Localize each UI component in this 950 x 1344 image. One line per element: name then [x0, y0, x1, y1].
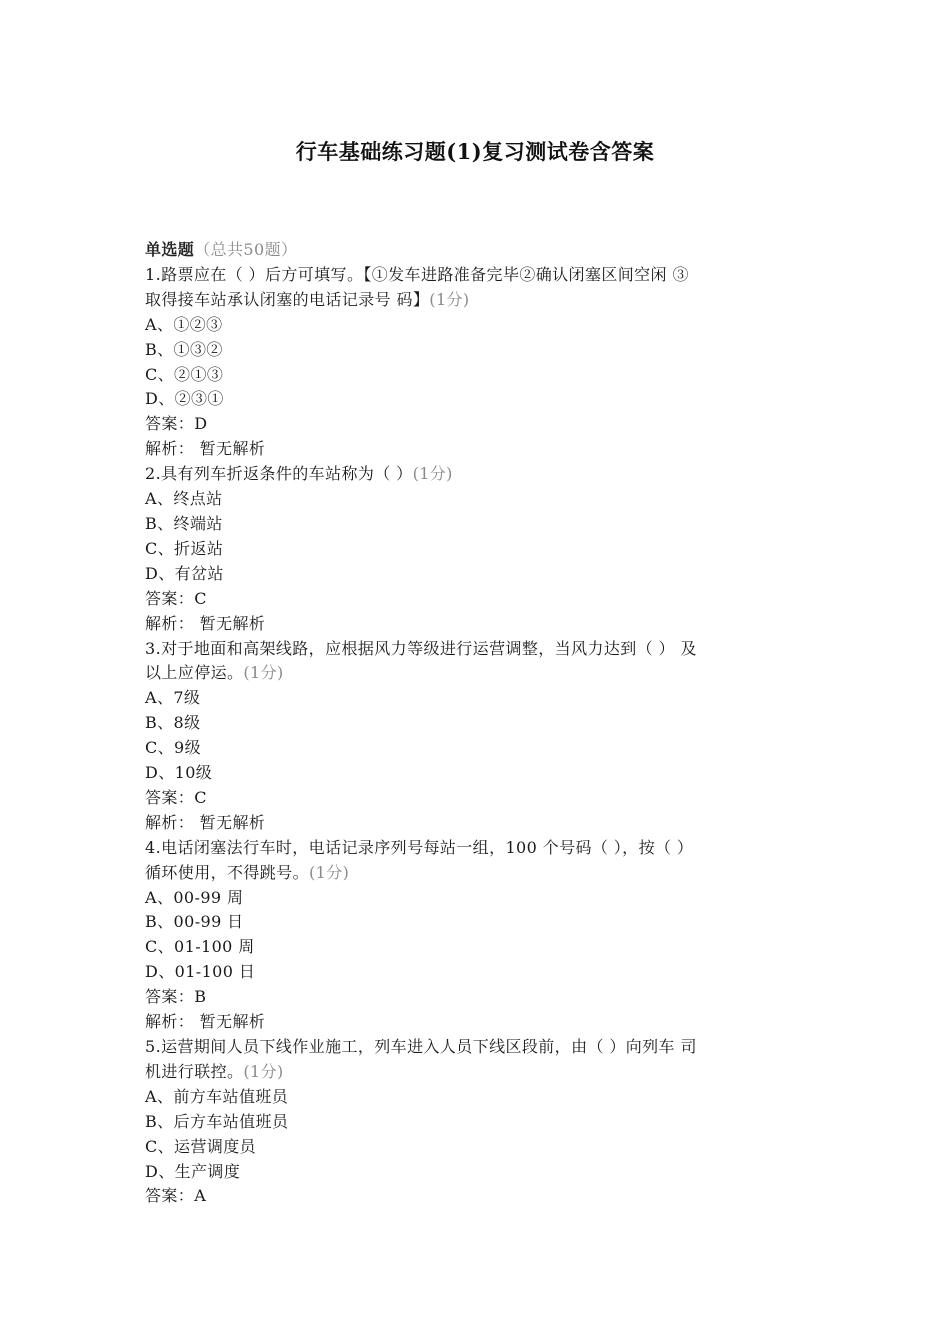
question-text-line — [145, 263, 795, 288]
option-item: B、后方车站值班员 — [145, 1111, 289, 1131]
option-item: C、②①③ — [145, 364, 224, 384]
analysis-text: 解析： 暂无解析 — [145, 439, 266, 459]
question-score: (1分) — [309, 862, 350, 882]
question-text-line — [145, 661, 795, 686]
question-text: 取得接车站承认闭塞的电话记录号 码】 — [145, 289, 430, 309]
option-item: C、折返站 — [145, 538, 224, 558]
option-item: D、有岔站 — [145, 563, 224, 583]
option-item: D、②③① — [145, 389, 224, 409]
section-count: （总共50题） — [194, 240, 298, 259]
question-item — [145, 836, 795, 1035]
option-item: B、00-99 日 — [145, 912, 244, 932]
question-item — [145, 462, 795, 636]
option-item: B、①③② — [145, 339, 223, 359]
question-item — [145, 1035, 795, 1209]
option-item: B、终端站 — [145, 513, 223, 533]
question-text-line — [145, 462, 795, 487]
option-item: A、00-99 周 — [145, 887, 244, 907]
question-score: (1分) — [429, 289, 470, 309]
answer-text: 答案：A — [145, 1186, 207, 1206]
option-item: D、10级 — [145, 763, 213, 783]
question-text: 以上应停运。 — [145, 663, 244, 683]
option-item: A、①②③ — [145, 314, 223, 334]
question-text: 5.运营期间人员下线作业施工，列车进入人员下线区段前，由（ ）向列车 司 — [145, 1037, 697, 1056]
document-title: 行车基础练习题(1)复习测试卷含答案 — [295, 139, 655, 164]
answer-text: 答案：D — [145, 414, 208, 434]
question-item — [145, 263, 795, 462]
question-text-line — [145, 288, 795, 313]
option-item: D、生产调度 — [145, 1161, 241, 1181]
option-item: C、9级 — [145, 738, 202, 758]
option-item: A、终点站 — [145, 489, 223, 509]
option-item: A、前方车站值班员 — [145, 1086, 289, 1106]
question-text-line — [145, 861, 795, 886]
question-list — [145, 263, 795, 1209]
question-score: (1分) — [412, 464, 453, 484]
question-text-line — [145, 1035, 795, 1060]
section-heading — [145, 238, 795, 263]
option-item: C、01-100 周 — [145, 937, 255, 957]
question-text: 3.对于地面和高架线路，应根据风力等级进行运营调整，当风力达到（ ） 及 — [145, 638, 697, 658]
document-content — [145, 238, 795, 1209]
question-score: (1分) — [243, 663, 284, 683]
question-score: (1分) — [243, 1061, 284, 1081]
answer-text: 答案：C — [145, 588, 207, 608]
question-text: 4.电话闭塞法行车时，电话记录序列号每站一组，100 个号码（ ），按（ ） — [145, 837, 694, 857]
analysis-text: 解析： 暂无解析 — [145, 1012, 266, 1032]
question-text-line — [145, 637, 795, 662]
option-item: B、8级 — [145, 713, 201, 733]
option-item: D、01-100 日 — [145, 962, 256, 982]
question-text: 循环使用，不得跳号。 — [145, 862, 310, 882]
option-item: C、运营调度员 — [145, 1136, 257, 1156]
question-text: 2.具有列车折返条件的车站称为（ ） — [145, 464, 413, 484]
section-label: 单选题 — [145, 240, 195, 259]
analysis-text: 解析： 暂无解析 — [145, 613, 266, 633]
option-item: A、7级 — [145, 688, 201, 708]
question-item — [145, 637, 795, 836]
question-text-line — [145, 836, 795, 861]
question-text: 1.路票应在（ ）后方可填写。【①发车进路准备完毕②确认闭塞区间空闲 ③ — [145, 264, 689, 284]
question-text: 机进行联控。 — [145, 1061, 244, 1081]
answer-text: 答案：B — [145, 987, 207, 1007]
analysis-text: 解析： 暂无解析 — [145, 812, 266, 832]
answer-text: 答案：C — [145, 787, 207, 807]
question-text-line — [145, 1060, 795, 1085]
